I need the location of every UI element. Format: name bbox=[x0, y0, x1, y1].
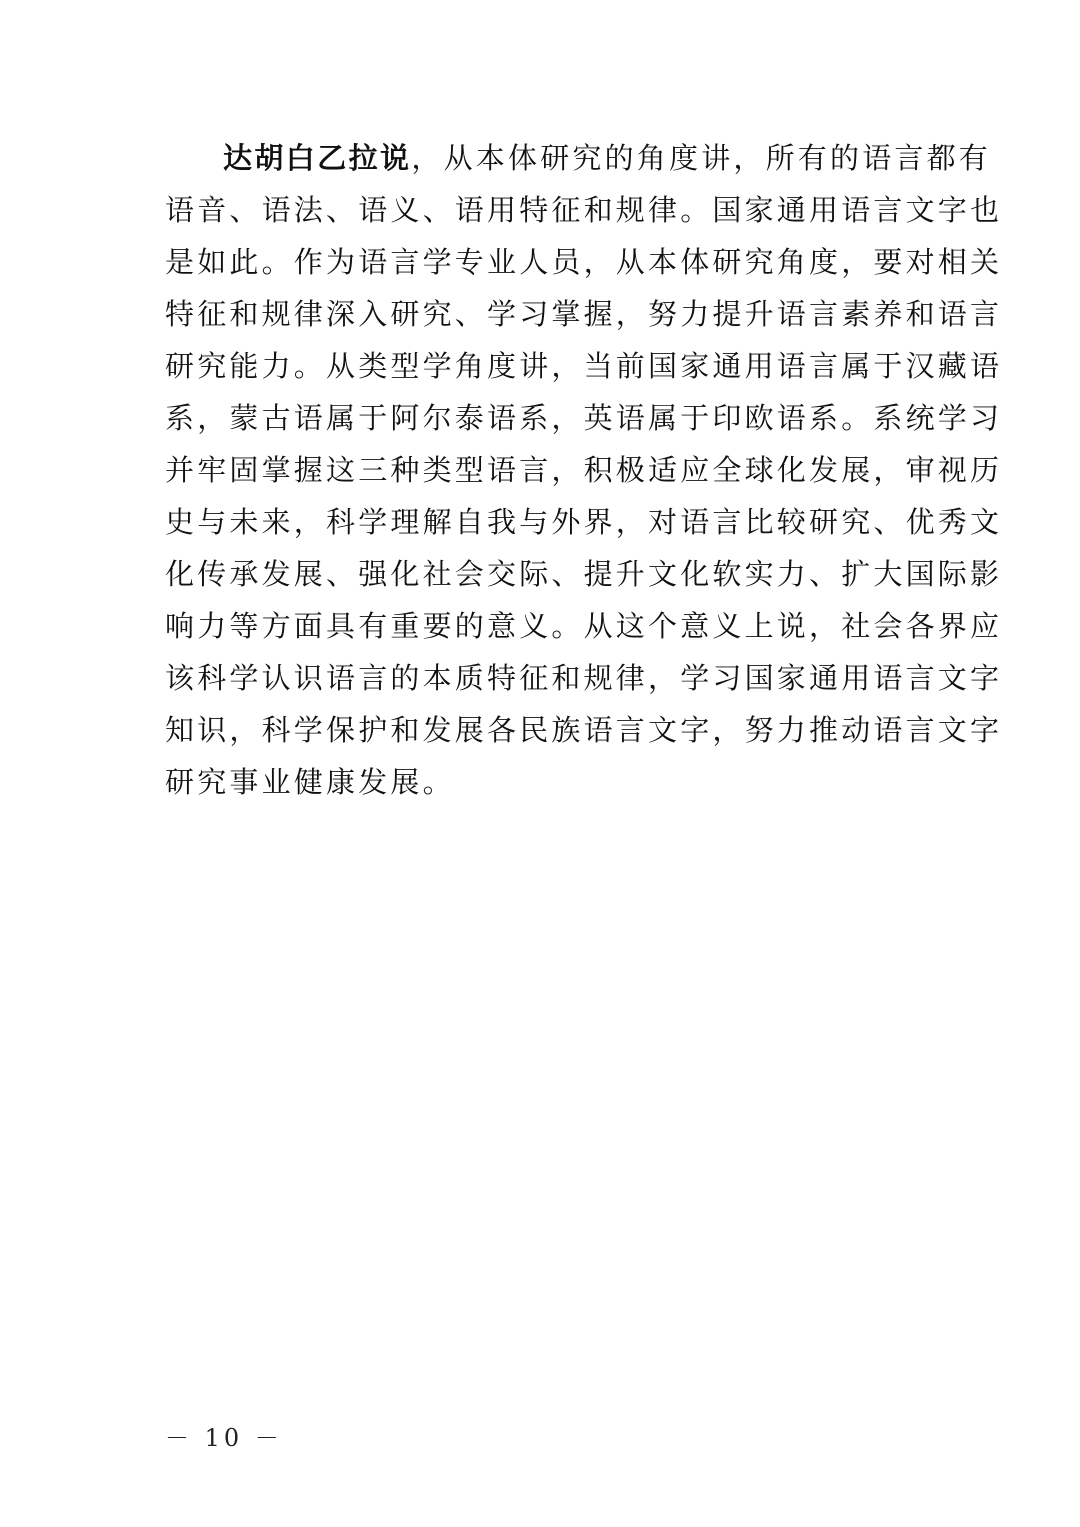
paragraph-line: 研究能力。从类型学角度讲，当前国家通用语言属于汉藏语 bbox=[165, 349, 1003, 383]
paragraph-line: 研究事业健康发展。 bbox=[165, 765, 455, 799]
paragraph-line: 化传承发展、强化社会交际、提升文化软实力、扩大国际影 bbox=[165, 557, 1003, 591]
speaker-name: 达胡白乙拉说 bbox=[223, 141, 412, 175]
paragraph-line: 史与未来，科学理解自我与外界，对语言比较研究、优秀文 bbox=[165, 505, 1003, 539]
paragraph-line: 并牢固掌握这三种类型语言，积极适应全球化发展，审视历 bbox=[165, 453, 1003, 487]
paragraph-line: 系，蒙古语属于阿尔泰语系，英语属于印欧语系。系统学习 bbox=[165, 401, 1003, 435]
paragraph-line: 响力等方面具有重要的意义。从这个意义上说，社会各界应 bbox=[165, 609, 1003, 643]
body-paragraph bbox=[165, 132, 1003, 808]
paragraph-line: 该科学认识语言的本质特征和规律，学习国家通用语言文字 bbox=[165, 661, 1003, 695]
paragraph-line: 知识，科学保护和发展各民族语言文字，努力推动语言文字 bbox=[165, 713, 1003, 747]
page-number: － 10 － bbox=[165, 1424, 283, 1452]
paragraph-line: 语音、语法、语义、语用特征和规律。国家通用语言文字也 bbox=[165, 193, 1003, 227]
paragraph-line: 是如此。作为语言学专业人员，从本体研究角度，要对相关 bbox=[165, 245, 1003, 279]
paragraph-line: 特征和规律深入研究、学习掌握，努力提升语言素养和语言 bbox=[165, 297, 1003, 331]
first-line-text: ，从本体研究的角度讲，所有的语言都有 bbox=[411, 141, 992, 175]
paragraph-line bbox=[165, 132, 992, 184]
